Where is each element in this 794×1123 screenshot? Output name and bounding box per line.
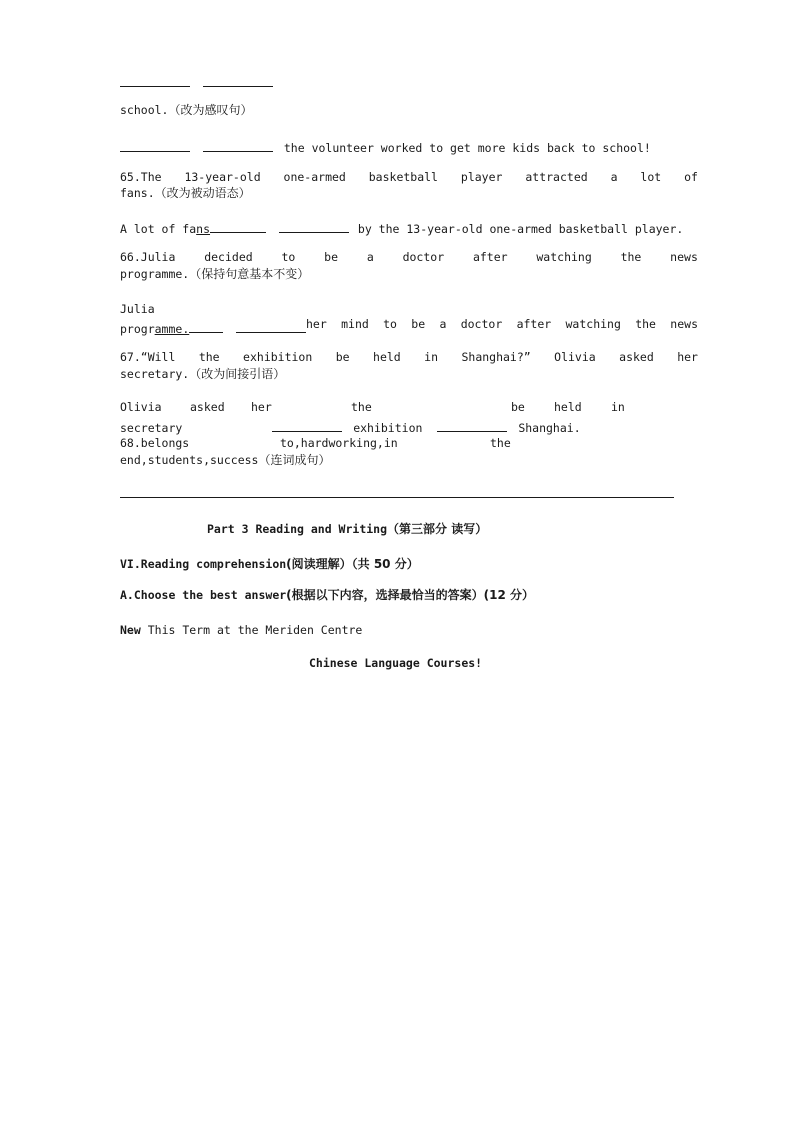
q64-answer-line: the volunteer worked to get more kids back to school! <box>120 139 651 156</box>
course-title: Chinese Language Courses! <box>309 656 483 670</box>
q67-line2: secretary.（改为间接引语） <box>120 367 286 381</box>
q65-line2: fans.（改为被动语态） <box>120 186 251 200</box>
answer-blank[interactable] <box>272 419 342 432</box>
subsection-heading: A.Choose the best answer(根据以下内容，选择最恰当的答案）(12 分） <box>120 588 535 602</box>
q67-answer-line2: secretary exhibition Shanghai. <box>120 421 581 435</box>
answer-blank[interactable] <box>120 139 190 152</box>
q65-line1: 65.The 13-year-old one-armed basketball player attracted a lot of <box>120 170 698 184</box>
answer-blank[interactable] <box>279 220 349 233</box>
q66-line1: 66.Julia decided to be a doctor after watching the news <box>120 250 698 264</box>
passage-intro: New This Term at the Meriden Centre <box>120 623 363 637</box>
q64-sentence-end: school.（改为感叹句） <box>120 103 253 117</box>
answer-blank[interactable] <box>236 320 306 333</box>
q66-answer-line2: programme. <box>120 320 306 337</box>
q66-answer-line1: Julia her mind to be a doctor after watching the news <box>120 302 698 331</box>
q64-blank-line <box>120 74 273 91</box>
answer-blank[interactable] <box>203 74 273 87</box>
q68-line2: end,students,success（连词成句） <box>120 453 331 467</box>
q67-line1: 67.“Will the exhibition be held in Shanghai?” Olivia asked her <box>120 350 698 364</box>
q65-answer-line: A lot of fans by the 13-year-old one-armed basketball player. <box>120 222 684 236</box>
part3-heading: Part 3 Reading and Writing（第三部分 读写） <box>207 522 488 536</box>
section-heading: VI.Reading comprehension(阅读理解）（共 50 分） <box>120 557 419 571</box>
answer-blank[interactable] <box>189 320 223 333</box>
q66-line2: programme.（保持句意基本不变） <box>120 267 310 281</box>
answer-blank[interactable] <box>437 419 507 432</box>
answer-blank[interactable] <box>203 139 273 152</box>
answer-blank[interactable] <box>120 74 190 87</box>
answer-blank[interactable] <box>210 220 266 233</box>
answer-rule-line[interactable] <box>120 497 674 498</box>
